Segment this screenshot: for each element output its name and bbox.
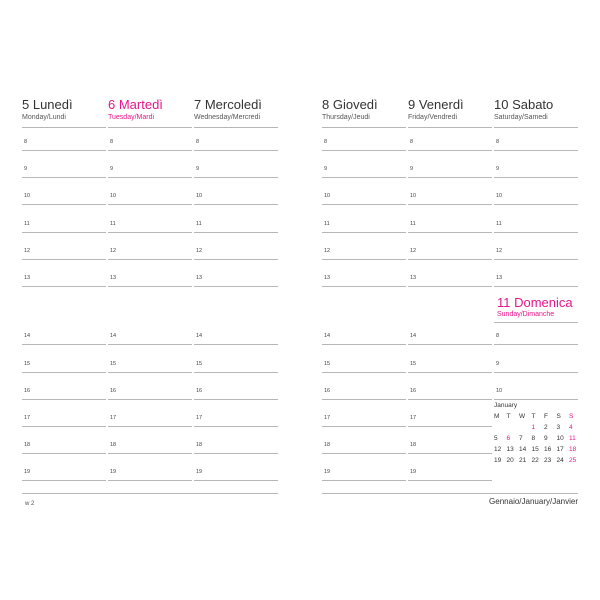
mini-calendar-weekday: T <box>531 413 536 420</box>
hour-rule <box>494 259 578 260</box>
hour-label: 13 <box>24 275 31 281</box>
hour-rule <box>322 426 406 427</box>
hour-rule <box>108 344 192 345</box>
hour-slot[interactable] <box>322 386 406 396</box>
hour-slot[interactable] <box>108 413 192 423</box>
hour-rule <box>408 372 492 373</box>
mini-calendar-day[interactable]: 3 <box>556 424 561 431</box>
day-subtitle: Wednesday/Mercredi <box>194 114 261 121</box>
hour-label: 17 <box>110 415 117 421</box>
hour-rule <box>408 259 492 260</box>
hour-label: 16 <box>24 388 31 394</box>
hour-label: 10 <box>496 388 503 394</box>
hour-rule <box>22 372 106 373</box>
hour-slot[interactable] <box>408 386 492 396</box>
hour-label: 12 <box>496 248 503 254</box>
hour-slot[interactable] <box>108 273 192 283</box>
hour-rule <box>408 453 492 454</box>
hour-slot[interactable] <box>322 137 406 147</box>
hour-rule <box>22 150 106 151</box>
hour-label: 9 <box>110 166 114 172</box>
hour-slot[interactable] <box>22 219 106 229</box>
hour-rule <box>194 204 278 205</box>
mini-calendar-day[interactable]: 15 <box>531 446 539 453</box>
hour-label: 16 <box>324 388 331 394</box>
mini-calendar-day[interactable]: 9 <box>544 435 548 442</box>
hour-label: 8 <box>496 333 500 339</box>
hour-rule <box>494 177 578 178</box>
hour-label: 11 <box>110 221 116 227</box>
hour-slot[interactable] <box>108 164 192 174</box>
day-title: 8 Giovedì <box>322 97 378 112</box>
month-footer: Gennaio/January/Janvier <box>489 497 578 506</box>
hour-label: 19 <box>24 469 31 475</box>
mini-calendar-day[interactable]: 17 <box>556 446 564 453</box>
hour-slot[interactable] <box>108 191 192 201</box>
week-number: w 2 <box>25 501 35 507</box>
hour-slot[interactable] <box>408 273 492 283</box>
hour-rule <box>194 232 278 233</box>
hour-label: 18 <box>196 442 203 448</box>
hour-label: 18 <box>410 442 417 448</box>
hour-label: 9 <box>24 166 28 172</box>
hour-slot[interactable] <box>494 359 578 369</box>
hour-slot[interactable] <box>194 164 278 174</box>
hour-slot[interactable] <box>494 386 578 396</box>
hour-rule <box>494 372 578 373</box>
mini-calendar-weekday: T <box>506 413 511 420</box>
hour-slot[interactable] <box>22 246 106 256</box>
hour-slot[interactable] <box>22 440 106 450</box>
mini-calendar-day[interactable]: 21 <box>519 457 527 464</box>
hour-label: 14 <box>110 333 117 339</box>
hour-slot[interactable] <box>494 219 578 229</box>
hour-slot[interactable] <box>194 137 278 147</box>
mini-calendar-day[interactable]: 10 <box>556 435 564 442</box>
mini-calendar-day[interactable]: 12 <box>494 446 502 453</box>
hour-rule <box>494 286 578 287</box>
hour-slot[interactable] <box>322 246 406 256</box>
hour-slot[interactable] <box>22 164 106 174</box>
hour-rule <box>108 480 192 481</box>
mini-calendar-weekday: F <box>544 413 548 420</box>
hour-slot[interactable] <box>494 137 578 147</box>
hour-label: 14 <box>410 333 417 339</box>
mini-calendar-month: January <box>494 402 518 409</box>
header-rule <box>408 127 492 128</box>
hour-slot[interactable] <box>322 219 406 229</box>
sunday-title: 11 Domenica <box>497 295 573 310</box>
hour-label: 11 <box>24 221 30 227</box>
hour-label: 11 <box>410 221 416 227</box>
hour-slot[interactable] <box>22 273 106 283</box>
hour-slot[interactable] <box>494 331 578 341</box>
hour-label: 10 <box>324 193 331 199</box>
hour-rule <box>108 372 192 373</box>
hour-rule <box>408 480 492 481</box>
hour-label: 18 <box>110 442 117 448</box>
hour-slot[interactable] <box>108 219 192 229</box>
hour-rule <box>322 204 406 205</box>
sunday-subtitle: Sunday/Dimanche <box>497 311 555 318</box>
hour-rule <box>194 372 278 373</box>
mini-calendar <box>494 402 584 465</box>
hour-slot[interactable] <box>194 191 278 201</box>
mini-calendar-day[interactable]: 23 <box>544 457 552 464</box>
hour-label: 16 <box>196 388 203 394</box>
hour-rule <box>194 150 278 151</box>
hour-rule <box>22 286 106 287</box>
mini-calendar-day <box>519 423 532 432</box>
hour-slot[interactable] <box>194 273 278 283</box>
mini-calendar-day[interactable]: 6 <box>506 435 511 442</box>
hour-rule <box>322 480 406 481</box>
hour-rule <box>22 399 106 400</box>
hour-label: 19 <box>324 469 331 475</box>
hour-label: 10 <box>196 193 203 199</box>
hour-slot[interactable] <box>408 137 492 147</box>
hour-label: 12 <box>410 248 417 254</box>
hour-label: 8 <box>196 139 200 145</box>
hour-slot[interactable] <box>408 164 492 174</box>
hour-slot[interactable] <box>22 359 106 369</box>
page-bottom-rule <box>22 493 278 494</box>
hour-slot[interactable] <box>494 164 578 174</box>
hour-slot[interactable] <box>322 467 406 477</box>
hour-slot[interactable] <box>322 440 406 450</box>
hour-rule <box>108 286 192 287</box>
hour-slot[interactable] <box>22 331 106 341</box>
hour-slot[interactable] <box>108 359 192 369</box>
mini-calendar-day <box>494 423 507 432</box>
hour-slot[interactable] <box>108 246 192 256</box>
hour-rule <box>322 177 406 178</box>
hour-rule <box>22 344 106 345</box>
hour-rule <box>408 426 492 427</box>
hour-label: 13 <box>496 275 503 281</box>
hour-label: 14 <box>24 333 31 339</box>
hour-rule <box>494 344 578 345</box>
hour-label: 9 <box>324 166 328 172</box>
hour-rule <box>194 480 278 481</box>
mini-calendar-weekday: S <box>569 413 574 420</box>
mini-calendar-day[interactable]: 13 <box>506 446 514 453</box>
hour-rule <box>22 480 106 481</box>
hour-rule <box>22 232 106 233</box>
hour-rule <box>22 177 106 178</box>
hour-rule <box>194 453 278 454</box>
hour-rule <box>322 399 406 400</box>
hour-slot[interactable] <box>108 440 192 450</box>
hour-rule <box>22 453 106 454</box>
hour-rule <box>22 204 106 205</box>
hour-label: 14 <box>196 333 203 339</box>
hour-rule <box>408 232 492 233</box>
hour-slot[interactable] <box>194 386 278 396</box>
hour-slot[interactable] <box>22 467 106 477</box>
hour-rule <box>194 177 278 178</box>
hour-label: 8 <box>110 139 114 145</box>
hour-label: 15 <box>24 361 31 367</box>
hour-slot[interactable] <box>194 467 278 477</box>
hour-rule <box>108 204 192 205</box>
hour-label: 8 <box>24 139 28 145</box>
hour-rule <box>322 344 406 345</box>
mini-calendar-day[interactable]: 20 <box>506 457 514 464</box>
hour-slot[interactable] <box>194 359 278 369</box>
hour-rule <box>108 150 192 151</box>
hour-label: 12 <box>24 248 31 254</box>
hour-rule <box>494 150 578 151</box>
hour-slot[interactable] <box>322 191 406 201</box>
day-title: 10 Sabato <box>494 97 554 112</box>
hour-label: 18 <box>24 442 31 448</box>
hour-rule <box>108 426 192 427</box>
mini-calendar-day[interactable]: 25 <box>569 457 577 464</box>
mini-calendar-weekday: W <box>519 413 526 420</box>
hour-slot[interactable] <box>194 331 278 341</box>
hour-slot[interactable] <box>108 467 192 477</box>
hour-rule <box>408 204 492 205</box>
hour-label: 12 <box>110 248 117 254</box>
day-subtitle: Friday/Vendredi <box>408 114 458 121</box>
hour-slot[interactable] <box>408 359 492 369</box>
hour-rule <box>22 426 106 427</box>
hour-slot[interactable] <box>322 413 406 423</box>
header-rule <box>322 127 406 128</box>
hour-label: 19 <box>410 469 417 475</box>
hour-slot[interactable] <box>408 219 492 229</box>
hour-slot[interactable] <box>322 164 406 174</box>
hour-rule <box>322 232 406 233</box>
mini-calendar-weekday: M <box>494 413 500 420</box>
hour-slot[interactable] <box>408 467 492 477</box>
hour-slot[interactable] <box>322 331 406 341</box>
hour-rule <box>322 259 406 260</box>
hour-slot[interactable] <box>194 413 278 423</box>
header-rule <box>494 322 578 323</box>
header-rule <box>194 127 278 128</box>
hour-rule <box>108 453 192 454</box>
hour-label: 16 <box>410 388 417 394</box>
hour-slot[interactable] <box>194 246 278 256</box>
hour-label: 8 <box>496 139 500 145</box>
hour-label: 15 <box>410 361 417 367</box>
hour-rule <box>408 286 492 287</box>
hour-slot[interactable] <box>194 440 278 450</box>
mini-calendar-day[interactable]: 24 <box>556 457 564 464</box>
hour-label: 19 <box>196 469 203 475</box>
hour-slot[interactable] <box>494 191 578 201</box>
mini-calendar-grid <box>494 412 584 465</box>
hour-rule <box>322 453 406 454</box>
mini-calendar-day[interactable]: 7 <box>519 435 523 442</box>
hour-rule <box>494 399 578 400</box>
hour-label: 10 <box>110 193 117 199</box>
mini-calendar-day[interactable]: 19 <box>494 457 502 464</box>
day-title: 7 Mercoledì <box>194 97 262 112</box>
header-rule <box>494 127 578 128</box>
mini-calendar-day[interactable]: 2 <box>544 424 548 431</box>
hour-rule <box>108 177 192 178</box>
hour-rule <box>108 259 192 260</box>
mini-calendar-day[interactable]: 4 <box>569 424 573 431</box>
hour-rule <box>408 344 492 345</box>
hour-label: 13 <box>196 275 203 281</box>
hour-slot[interactable] <box>108 331 192 341</box>
hour-label: 14 <box>324 333 331 339</box>
day-subtitle: Tuesday/Mardi <box>108 114 155 121</box>
hour-label: 12 <box>324 248 331 254</box>
hour-slot[interactable] <box>494 273 578 283</box>
hour-label: 13 <box>324 275 331 281</box>
hour-rule <box>194 399 278 400</box>
hour-label: 13 <box>410 275 417 281</box>
hour-label: 15 <box>110 361 117 367</box>
hour-label: 9 <box>496 166 500 172</box>
hour-slot[interactable] <box>22 386 106 396</box>
hour-rule <box>194 259 278 260</box>
hour-slot[interactable] <box>408 413 492 423</box>
hour-rule <box>494 204 578 205</box>
hour-label: 10 <box>410 193 417 199</box>
hour-slot[interactable] <box>108 137 192 147</box>
hour-slot[interactable] <box>22 413 106 423</box>
hour-label: 17 <box>24 415 31 421</box>
hour-slot[interactable] <box>408 246 492 256</box>
hour-slot[interactable] <box>322 359 406 369</box>
hour-label: 11 <box>496 221 502 227</box>
mini-calendar-weekday: S <box>556 413 561 420</box>
hour-label: 10 <box>496 193 503 199</box>
mini-calendar-day[interactable]: 1 <box>531 424 536 431</box>
hour-label: 15 <box>324 361 331 367</box>
mini-calendar-day[interactable]: 22 <box>531 457 539 464</box>
hour-slot[interactable] <box>494 246 578 256</box>
hour-rule <box>408 399 492 400</box>
hour-rule <box>108 232 192 233</box>
header-rule <box>108 127 192 128</box>
hour-label: 8 <box>324 139 328 145</box>
hour-label: 9 <box>410 166 414 172</box>
hour-label: 11 <box>324 221 330 227</box>
mini-calendar-day[interactable]: 11 <box>569 435 576 442</box>
hour-slot[interactable] <box>22 137 106 147</box>
hour-label: 18 <box>324 442 331 448</box>
mini-calendar-day[interactable]: 8 <box>531 435 536 442</box>
hour-slot[interactable] <box>22 191 106 201</box>
hour-label: 8 <box>410 139 414 145</box>
hour-label: 17 <box>410 415 417 421</box>
hour-label: 12 <box>196 248 203 254</box>
mini-calendar-day[interactable]: 18 <box>569 446 577 453</box>
hour-slot[interactable] <box>108 386 192 396</box>
day-title: 9 Venerdì <box>408 97 464 112</box>
hour-slot[interactable] <box>408 191 492 201</box>
mini-calendar-day[interactable]: 5 <box>494 435 498 442</box>
hour-label: 9 <box>196 166 200 172</box>
day-title: 6 Martedì <box>108 97 163 112</box>
mini-calendar-day <box>507 423 520 432</box>
hour-slot[interactable] <box>408 440 492 450</box>
hour-slot[interactable] <box>322 273 406 283</box>
hour-slot[interactable] <box>408 331 492 341</box>
hour-label: 11 <box>196 221 202 227</box>
page-bottom-rule <box>322 493 578 494</box>
hour-label: 13 <box>110 275 117 281</box>
hour-label: 17 <box>196 415 203 421</box>
mini-calendar-day[interactable]: 14 <box>519 446 527 453</box>
hour-rule <box>194 344 278 345</box>
hour-rule <box>194 286 278 287</box>
hour-rule <box>322 150 406 151</box>
hour-rule <box>408 150 492 151</box>
hour-rule <box>108 399 192 400</box>
hour-rule <box>322 372 406 373</box>
hour-label: 19 <box>110 469 117 475</box>
hour-label: 9 <box>496 361 500 367</box>
hour-label: 15 <box>196 361 203 367</box>
hour-rule <box>408 177 492 178</box>
hour-rule <box>322 286 406 287</box>
day-subtitle: Saturday/Samedi <box>494 114 548 121</box>
day-subtitle: Monday/Lundi <box>22 114 66 121</box>
mini-calendar-day[interactable]: 16 <box>544 446 552 453</box>
hour-rule <box>194 426 278 427</box>
day-title: 5 Lunedì <box>22 97 73 112</box>
hour-label: 17 <box>324 415 331 421</box>
hour-slot[interactable] <box>194 219 278 229</box>
hour-rule <box>494 232 578 233</box>
header-rule <box>22 127 106 128</box>
day-subtitle: Thursday/Jeudi <box>322 114 370 121</box>
hour-label: 16 <box>110 388 117 394</box>
hour-rule <box>22 259 106 260</box>
hour-label: 10 <box>24 193 31 199</box>
